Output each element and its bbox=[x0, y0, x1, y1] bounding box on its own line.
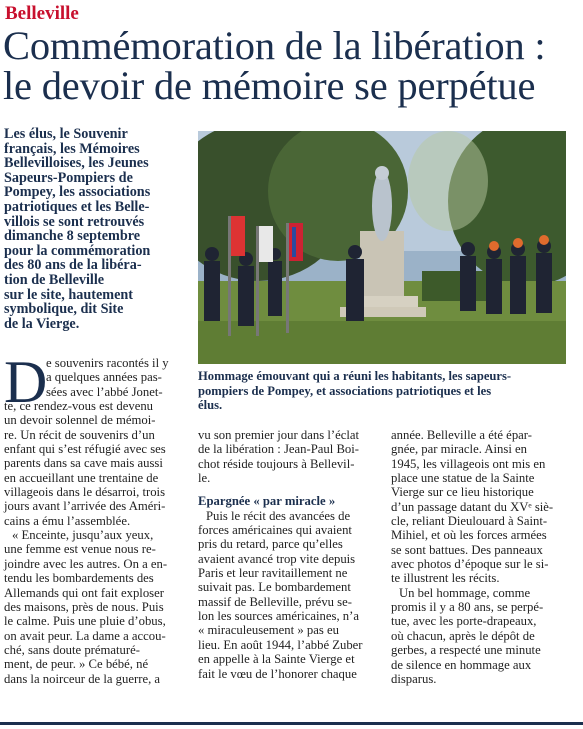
text-line: d’un passage datant du XVᵉ siè- bbox=[391, 499, 554, 514]
text-line: « miraculeusement » pas eu bbox=[198, 623, 339, 638]
text-line: tendu les bombardements des bbox=[4, 571, 154, 586]
text-line: fait le vœu de l’honorer chaque bbox=[198, 666, 357, 681]
lede-line: dimanche 8 septembre bbox=[4, 228, 141, 245]
lede-line: patriotiques et les Belle- bbox=[4, 198, 150, 215]
lede-line: Pompey, les associations bbox=[4, 184, 151, 201]
text-line: chot réside toujours à Bellevil- bbox=[198, 456, 355, 471]
text-line: lieu. En août 1944, l’abbé Zuber bbox=[198, 637, 363, 652]
article-column-2 bbox=[198, 428, 383, 681]
text-line: ché, sans doute prématuré- bbox=[4, 642, 140, 657]
text-line: en accueillant une trentaine de bbox=[4, 470, 159, 485]
text-line: se sont battues. Des panneaux bbox=[391, 542, 543, 557]
text-line: le calme. Puis une pluie d’obus, bbox=[4, 614, 166, 629]
caption-line: pompiers de Pompey, et associations patriotiques et les bbox=[198, 383, 492, 398]
lede-line: tion de Belleville bbox=[4, 271, 105, 288]
text-line: cle, reliant Dieulouard à Saint- bbox=[391, 514, 548, 529]
text-line: ment, de peur. » Ce bébé, né bbox=[4, 657, 149, 672]
text-line: de silence en hommage aux bbox=[391, 657, 532, 672]
text-line: Puis le récit des avancées de bbox=[206, 508, 351, 523]
text-line: sées avec l’abbé Jonet- bbox=[46, 384, 163, 399]
text-line: e souvenirs racontés il y bbox=[46, 356, 169, 370]
text-line: promis il y a 80 ans, se perpé- bbox=[391, 600, 544, 615]
text-line: forces américaines qui avaient bbox=[198, 523, 352, 538]
text-line: Un bel hommage, comme bbox=[399, 585, 531, 600]
drop-cap: D bbox=[4, 349, 48, 415]
lede-line: de la Vierge. bbox=[4, 315, 80, 332]
text-line: avec photos d’époque sur le si- bbox=[391, 557, 549, 572]
text-line: « Enceinte, jusqu’aux yeux, bbox=[12, 528, 154, 543]
text-line: un devoir solennel de mémoi- bbox=[4, 413, 156, 428]
headline-line: Commémoration de la libération : bbox=[3, 23, 546, 68]
text-line: avaient avancé trop vite depuis bbox=[198, 551, 356, 566]
photo-caption bbox=[198, 369, 578, 413]
text-line: pris du retard, parce qu’elles bbox=[198, 537, 343, 552]
text-line: a quelques années pas- bbox=[46, 370, 162, 385]
text-line: Vierge sur ce lieu historique bbox=[391, 485, 534, 500]
text-line: villageois dans le désarroi, trois bbox=[4, 485, 166, 500]
lede-line: Bellevilloises, les Jeunes bbox=[4, 155, 149, 172]
text-line: où chacun, après le dépôt de bbox=[391, 628, 535, 643]
text-line: Allemands qui ont fait exploser bbox=[4, 585, 164, 600]
text-line: gerbes, a respecté une minute bbox=[391, 643, 541, 658]
text-line: le. bbox=[198, 471, 211, 486]
lede-line: pour la commémoration bbox=[4, 242, 151, 259]
lede-line: symbolique, dit Site bbox=[4, 301, 124, 318]
text-line: tue, avec les porte-drapeaux, bbox=[391, 614, 537, 629]
headline bbox=[3, 23, 580, 108]
caption-line: élus. bbox=[198, 398, 223, 413]
text-line: 1945, les villageois ont mis en bbox=[391, 456, 546, 471]
text-line: joindre avec les autres. On a en- bbox=[4, 556, 168, 571]
lede-line: Les élus, le Souvenir bbox=[4, 126, 128, 142]
text-line: parents dans sa cave mais aussi bbox=[4, 456, 163, 471]
article-column-3 bbox=[391, 428, 576, 686]
text-line: de la libération : Jean-Paul Boi- bbox=[198, 442, 360, 457]
text-line: place une statue de la Sainte bbox=[391, 471, 535, 486]
lede bbox=[4, 127, 188, 331]
text-line: re. Un récit de souvenirs d’un bbox=[4, 427, 155, 442]
text-line: te, ce rendez-vous est devenu bbox=[4, 399, 154, 414]
text-line: année. Belleville a été épar- bbox=[391, 428, 532, 442]
subheading: Epargnée « par miracle » bbox=[198, 494, 336, 509]
lede-line: sur le site, hautement bbox=[4, 286, 133, 303]
text-line: des maisons, près de nous. Puis bbox=[4, 599, 164, 614]
text-line: dans la noirceur de la guerre, a bbox=[4, 671, 161, 686]
footer-rule bbox=[0, 722, 583, 725]
text-line: gnée, par miracle. Ainsi en bbox=[391, 442, 527, 457]
text-line: te illustrent les récits. bbox=[391, 571, 500, 586]
text-line: Mihiel, et où les forces armées bbox=[391, 528, 547, 543]
section-label: Belleville bbox=[5, 3, 79, 24]
text-line: cains a ému l’assemblée. bbox=[4, 513, 131, 528]
ceremony-photo bbox=[198, 131, 566, 364]
lede-line: français, les Mémoires bbox=[4, 140, 140, 157]
text-line: vu son premier jour dans l’éclat bbox=[198, 428, 360, 442]
lede-line: Sapeurs-Pompiers de bbox=[4, 169, 133, 186]
text-line: on avait peur. La dame a accou- bbox=[4, 628, 166, 643]
text-line: jours avant l’arrivée des Améri- bbox=[4, 499, 166, 514]
text-line: disparus. bbox=[391, 671, 437, 686]
article-column-1 bbox=[4, 356, 192, 686]
text-line: massif de Belleville, prévu se- bbox=[198, 594, 352, 609]
text-line: une femme est venue nous re- bbox=[4, 542, 156, 557]
caption-line: Hommage émouvant qui a réuni les habitants, les sapeurs- bbox=[198, 369, 512, 383]
text-line: lon les sources américaines, n’a bbox=[198, 609, 359, 624]
lede-line: des 80 ans de la libéra- bbox=[4, 257, 142, 274]
headline-line: le devoir de mémoire se perpétue bbox=[3, 63, 536, 108]
text-line: enfant qui s’est réfugié avec ses bbox=[4, 442, 166, 457]
lede-line: villois se sont retrouvés bbox=[4, 213, 145, 230]
text-line: en appelle à la Sainte Vierge et bbox=[198, 652, 355, 667]
text-line: suivait pas. Le bombardement bbox=[198, 580, 351, 595]
text-line: Paris et leur ravitaillement ne bbox=[198, 566, 348, 581]
